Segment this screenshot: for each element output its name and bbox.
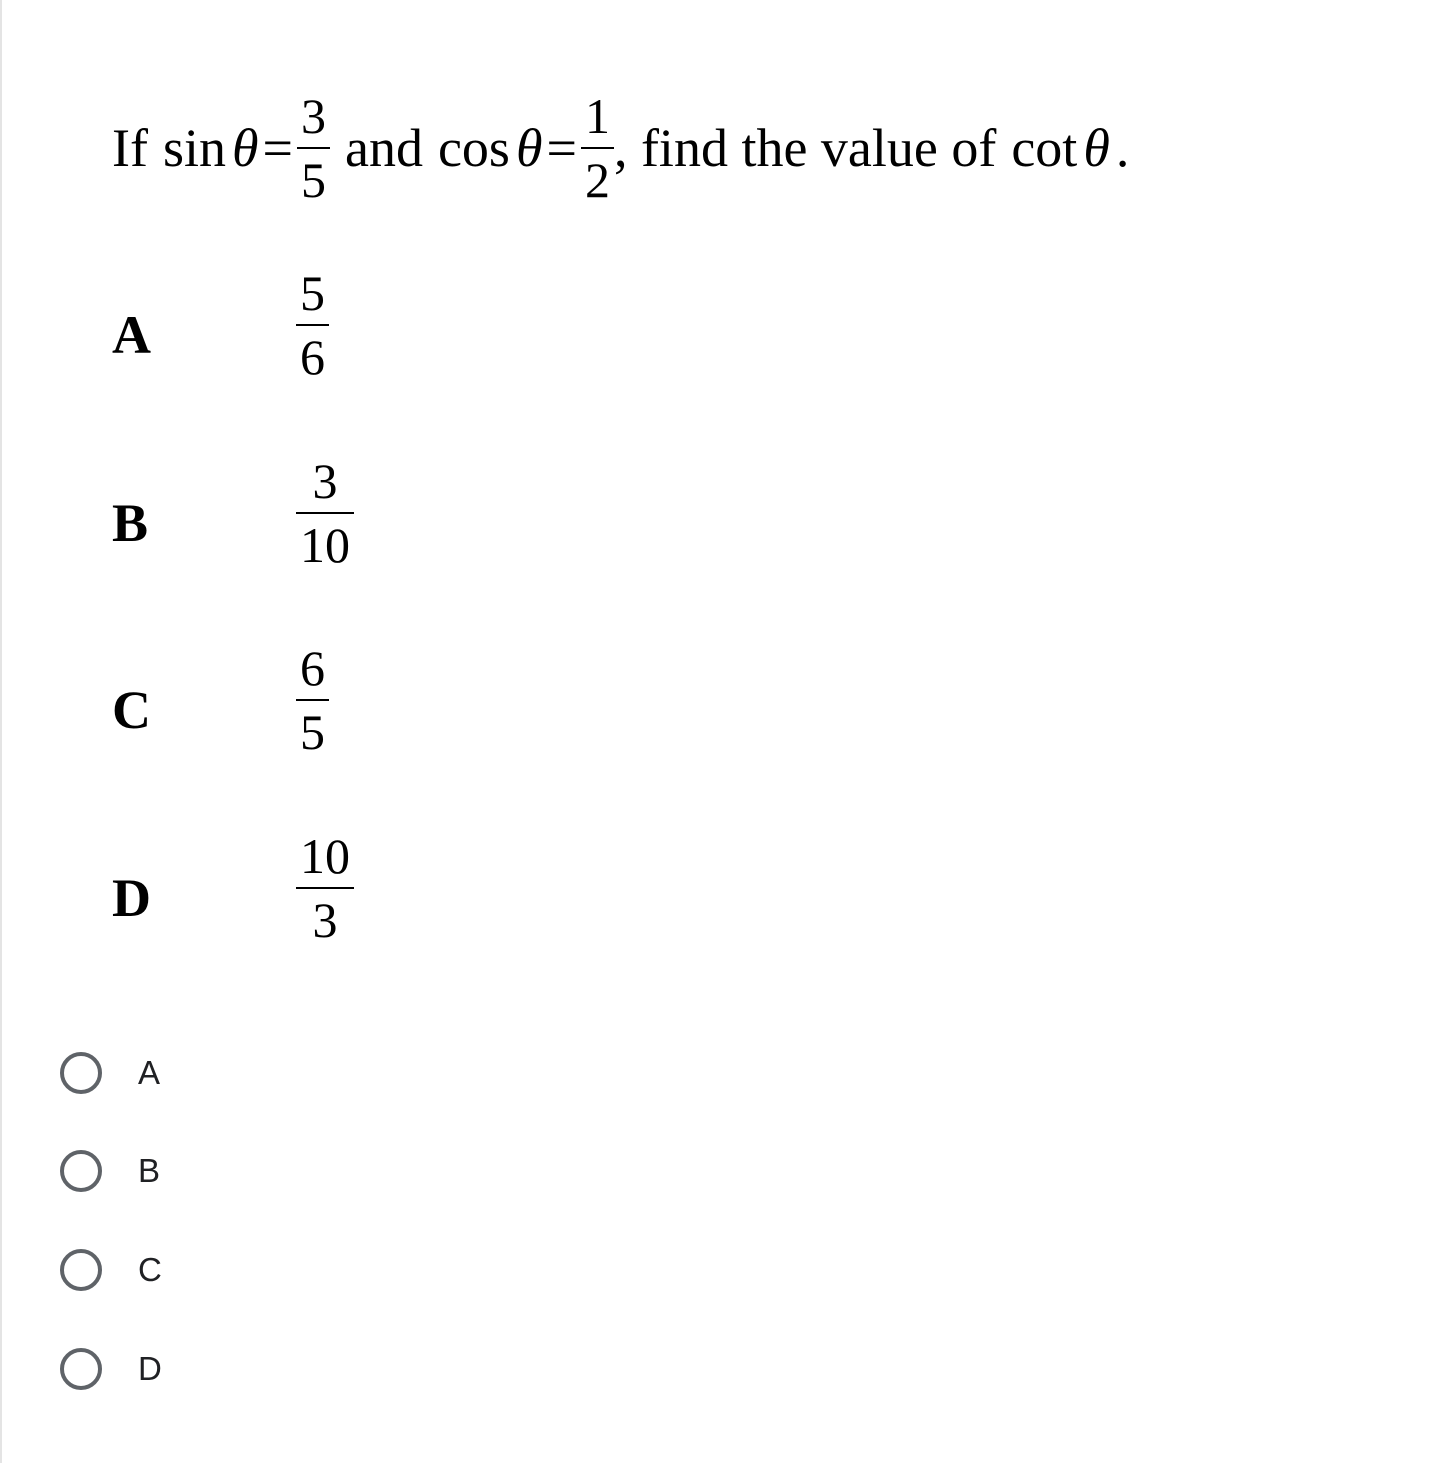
option-a: [112, 262, 612, 412]
radio-circle-icon[interactable]: [60, 1052, 102, 1094]
theta-symbol: θ: [232, 118, 259, 178]
choice-b-radio[interactable]: [60, 1145, 160, 1197]
theta-symbol: θ: [515, 118, 543, 178]
left-border: [0, 0, 2, 1463]
cos-fraction: [581, 88, 614, 208]
find-text: , find the value of: [613, 118, 997, 178]
option-letter: C: [112, 680, 151, 740]
numerator: 3: [312, 453, 338, 509]
period: .: [1115, 118, 1130, 178]
option-value: [296, 265, 329, 385]
cos-numerator: 1: [584, 88, 610, 144]
sin-function: sin: [162, 118, 226, 178]
numerator: 5: [300, 265, 325, 321]
sin-fraction: [297, 88, 330, 208]
fraction: [296, 640, 329, 760]
option-c: [112, 637, 612, 787]
option-value: [296, 453, 354, 573]
radio-circle-icon[interactable]: [60, 1249, 102, 1291]
option-b: [112, 450, 612, 600]
fraction: [296, 828, 354, 948]
sin-denominator: 5: [301, 152, 326, 208]
denominator: 3: [312, 892, 338, 948]
numerator: 6: [300, 640, 325, 696]
denominator: 5: [300, 704, 325, 760]
radio-circle-icon[interactable]: [60, 1348, 102, 1390]
numerator: 10: [300, 828, 350, 884]
option-value: [296, 828, 354, 948]
radio-circle-icon[interactable]: [60, 1150, 102, 1192]
if-word: If: [112, 118, 148, 178]
equals-sign: =: [262, 118, 293, 178]
cos-denominator: 2: [584, 152, 610, 208]
choice-a-radio[interactable]: [60, 1047, 160, 1099]
choice-c-radio[interactable]: [60, 1244, 162, 1296]
option-letter: A: [112, 305, 151, 365]
cos-function: cos: [437, 118, 510, 178]
denominator: 6: [300, 329, 325, 385]
option-letter: B: [112, 493, 149, 553]
theta-symbol: θ: [1083, 118, 1110, 178]
choice-d-radio[interactable]: [60, 1343, 162, 1395]
choice-label[interactable]: D: [138, 1350, 162, 1387]
question-text: [112, 78, 1129, 218]
option-d: [112, 825, 612, 975]
cot-function: cot: [1011, 118, 1078, 178]
option-letter: D: [112, 868, 151, 928]
choice-label[interactable]: C: [138, 1251, 162, 1288]
choice-label[interactable]: B: [138, 1152, 161, 1189]
choice-label[interactable]: A: [138, 1054, 161, 1091]
sin-numerator: 3: [301, 88, 326, 144]
and-word: and: [345, 118, 423, 178]
equals-sign: =: [546, 118, 577, 178]
option-value: [296, 640, 329, 760]
fraction: [296, 265, 329, 385]
fraction: [296, 453, 354, 573]
denominator: 10: [300, 517, 350, 573]
